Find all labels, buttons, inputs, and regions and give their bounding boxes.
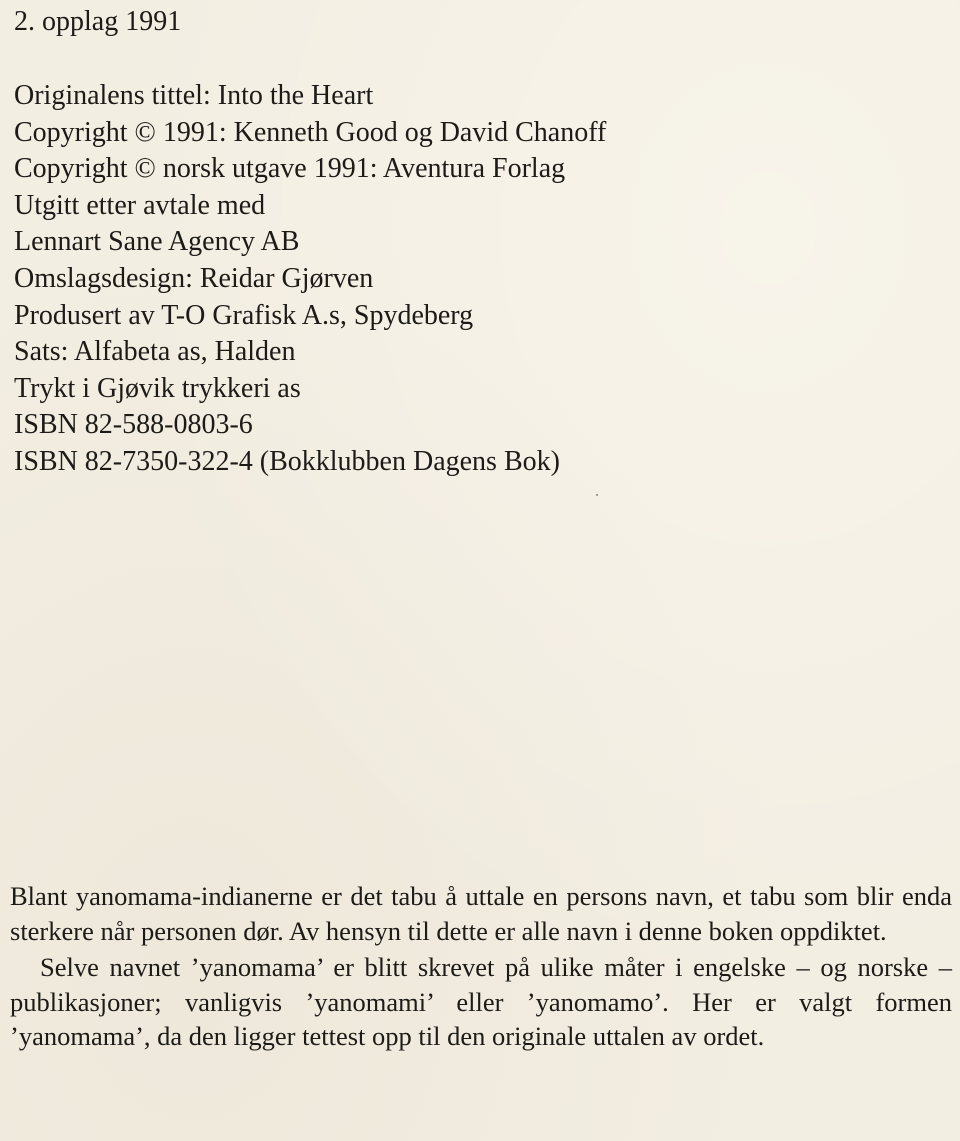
- credits-list: [14, 78, 606, 481]
- isbn-line-2: ISBN 82-7350-322-4 (Bokklubben Dagens Bok): [14, 445, 560, 477]
- printing-line: Trykt i Gjøvik trykkeri as: [14, 372, 301, 404]
- edition-line: 2. opplag 1991: [14, 6, 182, 37]
- copyright-original-line: Copyright © 1991: Kenneth Good og David Chanoff: [14, 116, 607, 148]
- isbn-line-1: ISBN 82-588-0803-6: [14, 409, 253, 441]
- note-paragraph-1: Blant yanomama-indianerne er det tabu å uttale en persons navn, et tabu som blir enda sterkere når personen dør. Av hensyn til dette er alle navn i denne boken oppdiktet.: [10, 881, 952, 946]
- note-paragraph-2: Selve navnet ’yanomama’ er blitt skrevet på ulike måter i engelske – og norske – publikasjoner; vanligvis ’yanomami’ eller ’yanomamo’. Her er valgt formen ’yanomama’, da den ligger tettest opp til den originale uttalen av ordet.: [10, 952, 952, 1051]
- cover-design-line: Omslagsdesign: Reidar Gjørven: [14, 262, 374, 294]
- typesetting-line: Sats: Alfabeta as, Halden: [14, 336, 296, 368]
- agency-line: Lennart Sane Agency AB: [14, 226, 300, 258]
- author-note: [10, 879, 952, 1054]
- copyright-norwegian-line: Copyright © norsk utgave 1991: Aventura Forlag: [14, 153, 566, 185]
- production-line: Produsert av T-O Grafisk A.s, Spydeberg: [14, 299, 474, 331]
- original-title-line: Originalens tittel: Into the Heart: [14, 80, 374, 111]
- paper-speck: [596, 494, 598, 496]
- agreement-line: Utgitt etter avtale med: [14, 189, 266, 221]
